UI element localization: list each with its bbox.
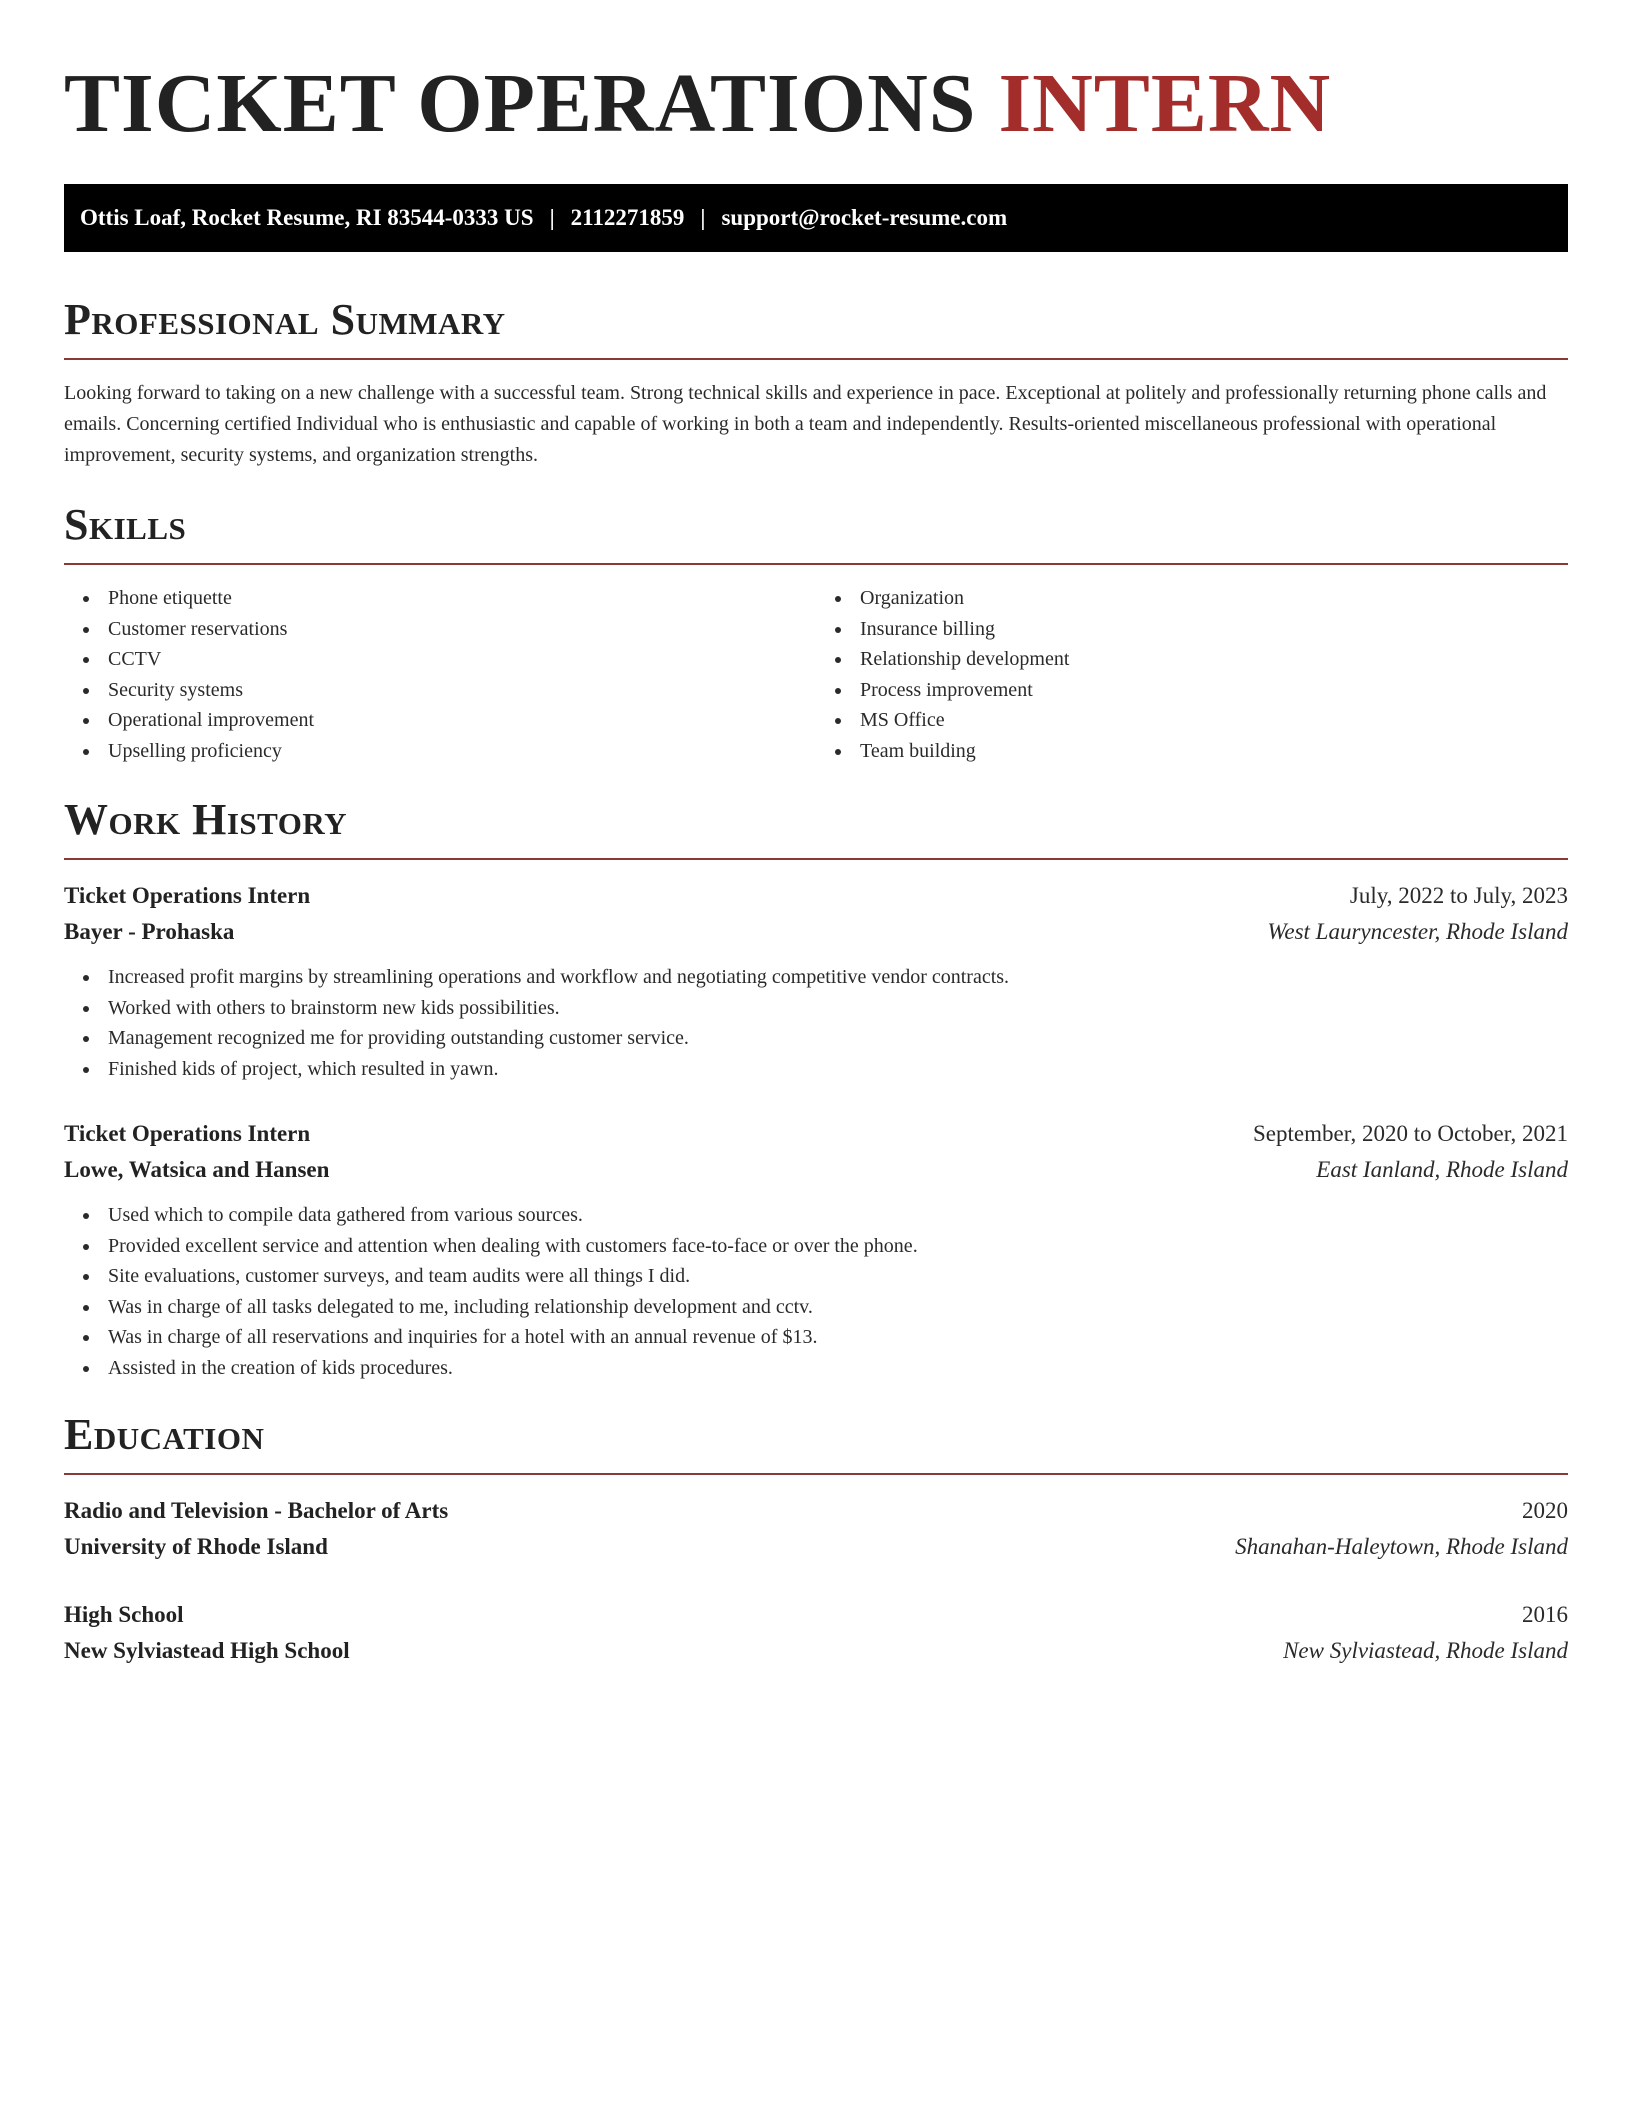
work-history-section (64, 794, 1568, 1383)
job-bullet: Increased profit margins by streamlining operations and workflow and negotiating competitive vendor contracts. (64, 962, 1568, 993)
job-bullet: Management recognized me for providing outstanding customer service. (64, 1023, 1568, 1054)
skill-item: Phone etiquette (64, 583, 816, 614)
contact-bar (64, 184, 1568, 252)
job-bullets (64, 1200, 1568, 1383)
skills-column-right (816, 583, 1568, 766)
resume-title (64, 56, 1568, 152)
job-dates: September, 2020 to October, 2021 (1253, 1121, 1568, 1146)
skill-item: Relationship development (816, 644, 1568, 675)
job-header-row (64, 878, 1568, 914)
education-header-row (64, 1597, 1568, 1633)
section-heading-education: Education (64, 1410, 265, 1459)
education-school-row (64, 1633, 1568, 1669)
job-title: Ticket Operations Intern (64, 1121, 311, 1146)
skill-item: Operational improvement (64, 705, 816, 736)
job-location: West Lauryncester, Rhode Island (1267, 919, 1568, 944)
skill-item: Security systems (64, 675, 816, 706)
education-location: Shanahan-Haleytown, Rhode Island (1235, 1534, 1568, 1559)
contact-separator: | (549, 205, 555, 230)
education-year: 2020 (1522, 1498, 1568, 1523)
job-entry (64, 1116, 1568, 1383)
skill-item: MS Office (816, 705, 1568, 736)
education-entry (64, 1597, 1568, 1669)
job-bullet: Finished kids of project, which resulted in yawn. (64, 1054, 1568, 1085)
education-year: 2016 (1522, 1602, 1568, 1627)
education-degree: High School (64, 1602, 184, 1627)
contact-address: Ottis Loaf, Rocket Resume, RI 83544-0333 US (80, 205, 534, 230)
job-bullet: Site evaluations, customer surveys, and team audits were all things I did. (64, 1261, 1568, 1292)
job-bullet: Was in charge of all reservations and inquiries for a hotel with an annual revenue of $13. (64, 1322, 1568, 1353)
skill-item: Upselling proficiency (64, 736, 816, 767)
skill-item: CCTV (64, 644, 816, 675)
job-bullet: Was in charge of all tasks delegated to me, including relationship development and cctv. (64, 1292, 1568, 1323)
contact-email: support@rocket-resume.com (721, 205, 1008, 230)
contact-phone: 2112271859 (570, 205, 685, 230)
education-school-row (64, 1529, 1568, 1565)
education-school: New Sylviastead High School (64, 1638, 350, 1663)
skills-column-left (64, 583, 816, 766)
skill-item: Insurance billing (816, 614, 1568, 645)
job-bullet: Worked with others to brainstorm new kids possibilities. (64, 993, 1568, 1024)
job-bullet: Used which to compile data gathered from various sources. (64, 1200, 1568, 1231)
job-bullets (64, 962, 1568, 1084)
job-entry (64, 878, 1568, 1084)
job-dates: July, 2022 to July, 2023 (1349, 883, 1568, 908)
skills-grid (64, 583, 1568, 766)
section-divider (64, 358, 1568, 360)
education-header-row (64, 1493, 1568, 1529)
title-main: TICKET OPERATIONS (64, 57, 977, 150)
education-entry (64, 1493, 1568, 1565)
section-heading-skills: Skills (64, 500, 187, 549)
education-school: University of Rhode Island (64, 1534, 328, 1559)
job-header-row (64, 1116, 1568, 1152)
job-location: East Ianland, Rhode Island (1316, 1157, 1568, 1182)
job-company-row (64, 914, 1568, 950)
skill-item: Team building (816, 736, 1568, 767)
job-bullet: Provided excellent service and attention when dealing with customers face-to-face or over the phone. (64, 1231, 1568, 1262)
section-divider (64, 1473, 1568, 1475)
professional-summary-section (64, 294, 1568, 471)
contact-separator: | (700, 205, 706, 230)
education-section (64, 1409, 1568, 1669)
section-divider (64, 858, 1568, 860)
skill-item: Customer reservations (64, 614, 816, 645)
job-bullet: Assisted in the creation of kids procedures. (64, 1353, 1568, 1384)
section-heading-work: Work History (64, 795, 348, 844)
job-title: Ticket Operations Intern (64, 883, 311, 908)
job-company: Bayer - Prohaska (64, 919, 235, 944)
education-degree: Radio and Television - Bachelor of Arts (64, 1498, 449, 1523)
title-accent: INTERN (998, 57, 1332, 150)
section-divider (64, 563, 1568, 565)
job-company: Lowe, Watsica and Hansen (64, 1157, 330, 1182)
summary-text: Looking forward to taking on a new challenge with a successful team. Strong technical skills and experience in pace. Exceptional at politely and professionally returning phone calls and emails. Concerning certified Individual who is enthusiastic and capable of working in both a team and independently. Results-oriented miscellaneous professional with operational improvement, security systems, and organization strengths. (64, 382, 1547, 466)
skills-section (64, 499, 1568, 766)
section-heading-summary: Professional Summary (64, 295, 506, 344)
job-company-row (64, 1152, 1568, 1188)
education-location: New Sylviastead, Rhode Island (1283, 1638, 1568, 1663)
skill-item: Process improvement (816, 675, 1568, 706)
skill-item: Organization (816, 583, 1568, 614)
